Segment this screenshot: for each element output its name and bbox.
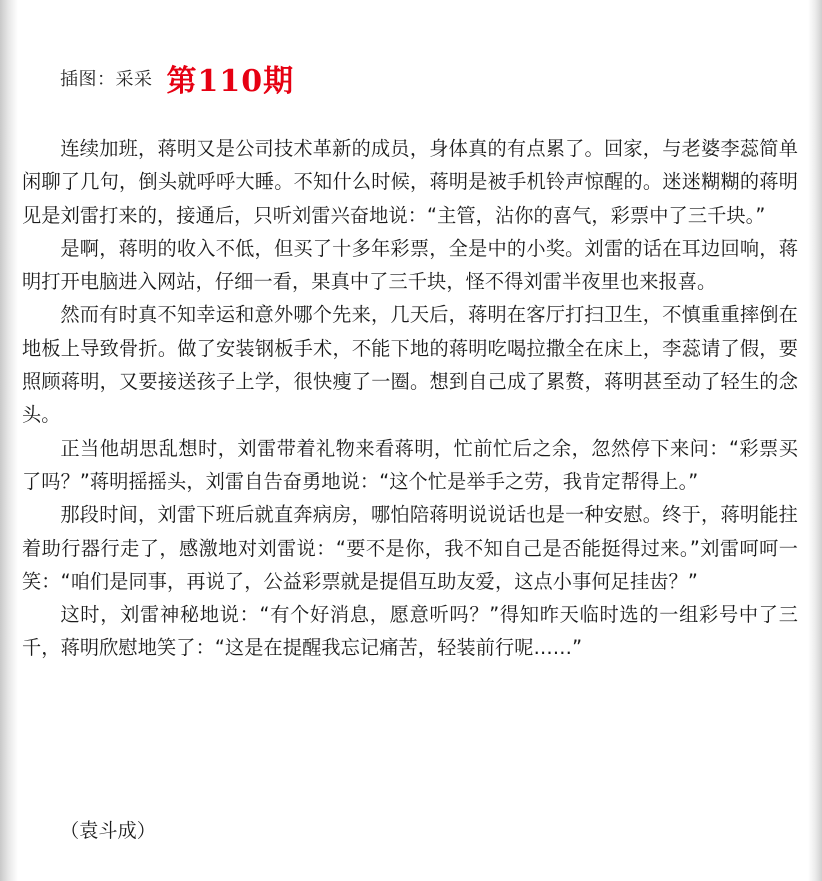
paragraph-4: 正当他胡思乱想时，刘雷带着礼物来看蒋明，忙前忙后之余，忽然停下来问：“彩票买了吗？”蒋明摇摇头，刘雷自告奋勇地说：“这个忙是举手之劳，我肯定帮得上。” [22, 436, 798, 493]
illustration-credit: 插图：采采 [60, 69, 153, 90]
page-edge-shadow-right [808, 0, 822, 881]
article-body [22, 132, 798, 665]
paragraph-2: 是啊，蒋明的收入不低，但买了十多年彩票，全是中的小奖。刘雷的话在耳边回响，蒋明打开电脑进入网站，仔细一看，果真中了三千块，怪不得刘雷半夜里也来报喜。 [22, 236, 798, 294]
page-edge-shadow-left [0, 0, 18, 881]
paragraph-5: 那段时间，刘雷下班后就直奔病房，哪怕陪蒋明说说话也是一种安慰。终于，蒋明能拄着助行器行走了，感激地对刘雷说：“要不是你，我不知自己是否能挺得过来。”刘雷呵呵一笑：“咱们是同事，再说了，公益彩票就是提倡互助友爱，这点小事何足挂齿？” [22, 503, 798, 593]
paragraph-6: 这时，刘雷神秘地说：“有个好消息，愿意听吗？”得知昨天临时选的一组彩号中了三千，蒋明欣慰地笑了：“这是在提醒我忘记痛苦，轻装前行呢……” [22, 603, 798, 660]
article-header [60, 58, 294, 98]
paragraph-3: 然而有时真不知幸运和意外哪个先来，几天后，蒋明在客厅打扫卫生，不慎重重摔倒在地板上导致骨折。做了安装钢板手术，不能下地的蒋明吃喝拉撒全在床上，李蕊请了假，要照顾蒋明，又要接送孩子上学，很快瘦了一圈。想到自己成了累赘，蒋明甚至动了轻生的念头。 [22, 303, 798, 427]
author-signature: （袁斗成） [60, 819, 156, 842]
paragraph-1: 连续加班，蒋明又是公司技术革新的成员，身体真的有点累了。回家，与老婆李蕊简单闲聊了几句，倒头就呼呼大睡。不知什么时候，蒋明是被手机铃声惊醒的。迷迷糊糊的蒋明见是刘雷打来的，接通后，只听刘雷兴奋地说：“主管，沾你的喜气，彩票中了三千块。” [22, 137, 798, 227]
issue-number: 第110期 [166, 64, 295, 99]
